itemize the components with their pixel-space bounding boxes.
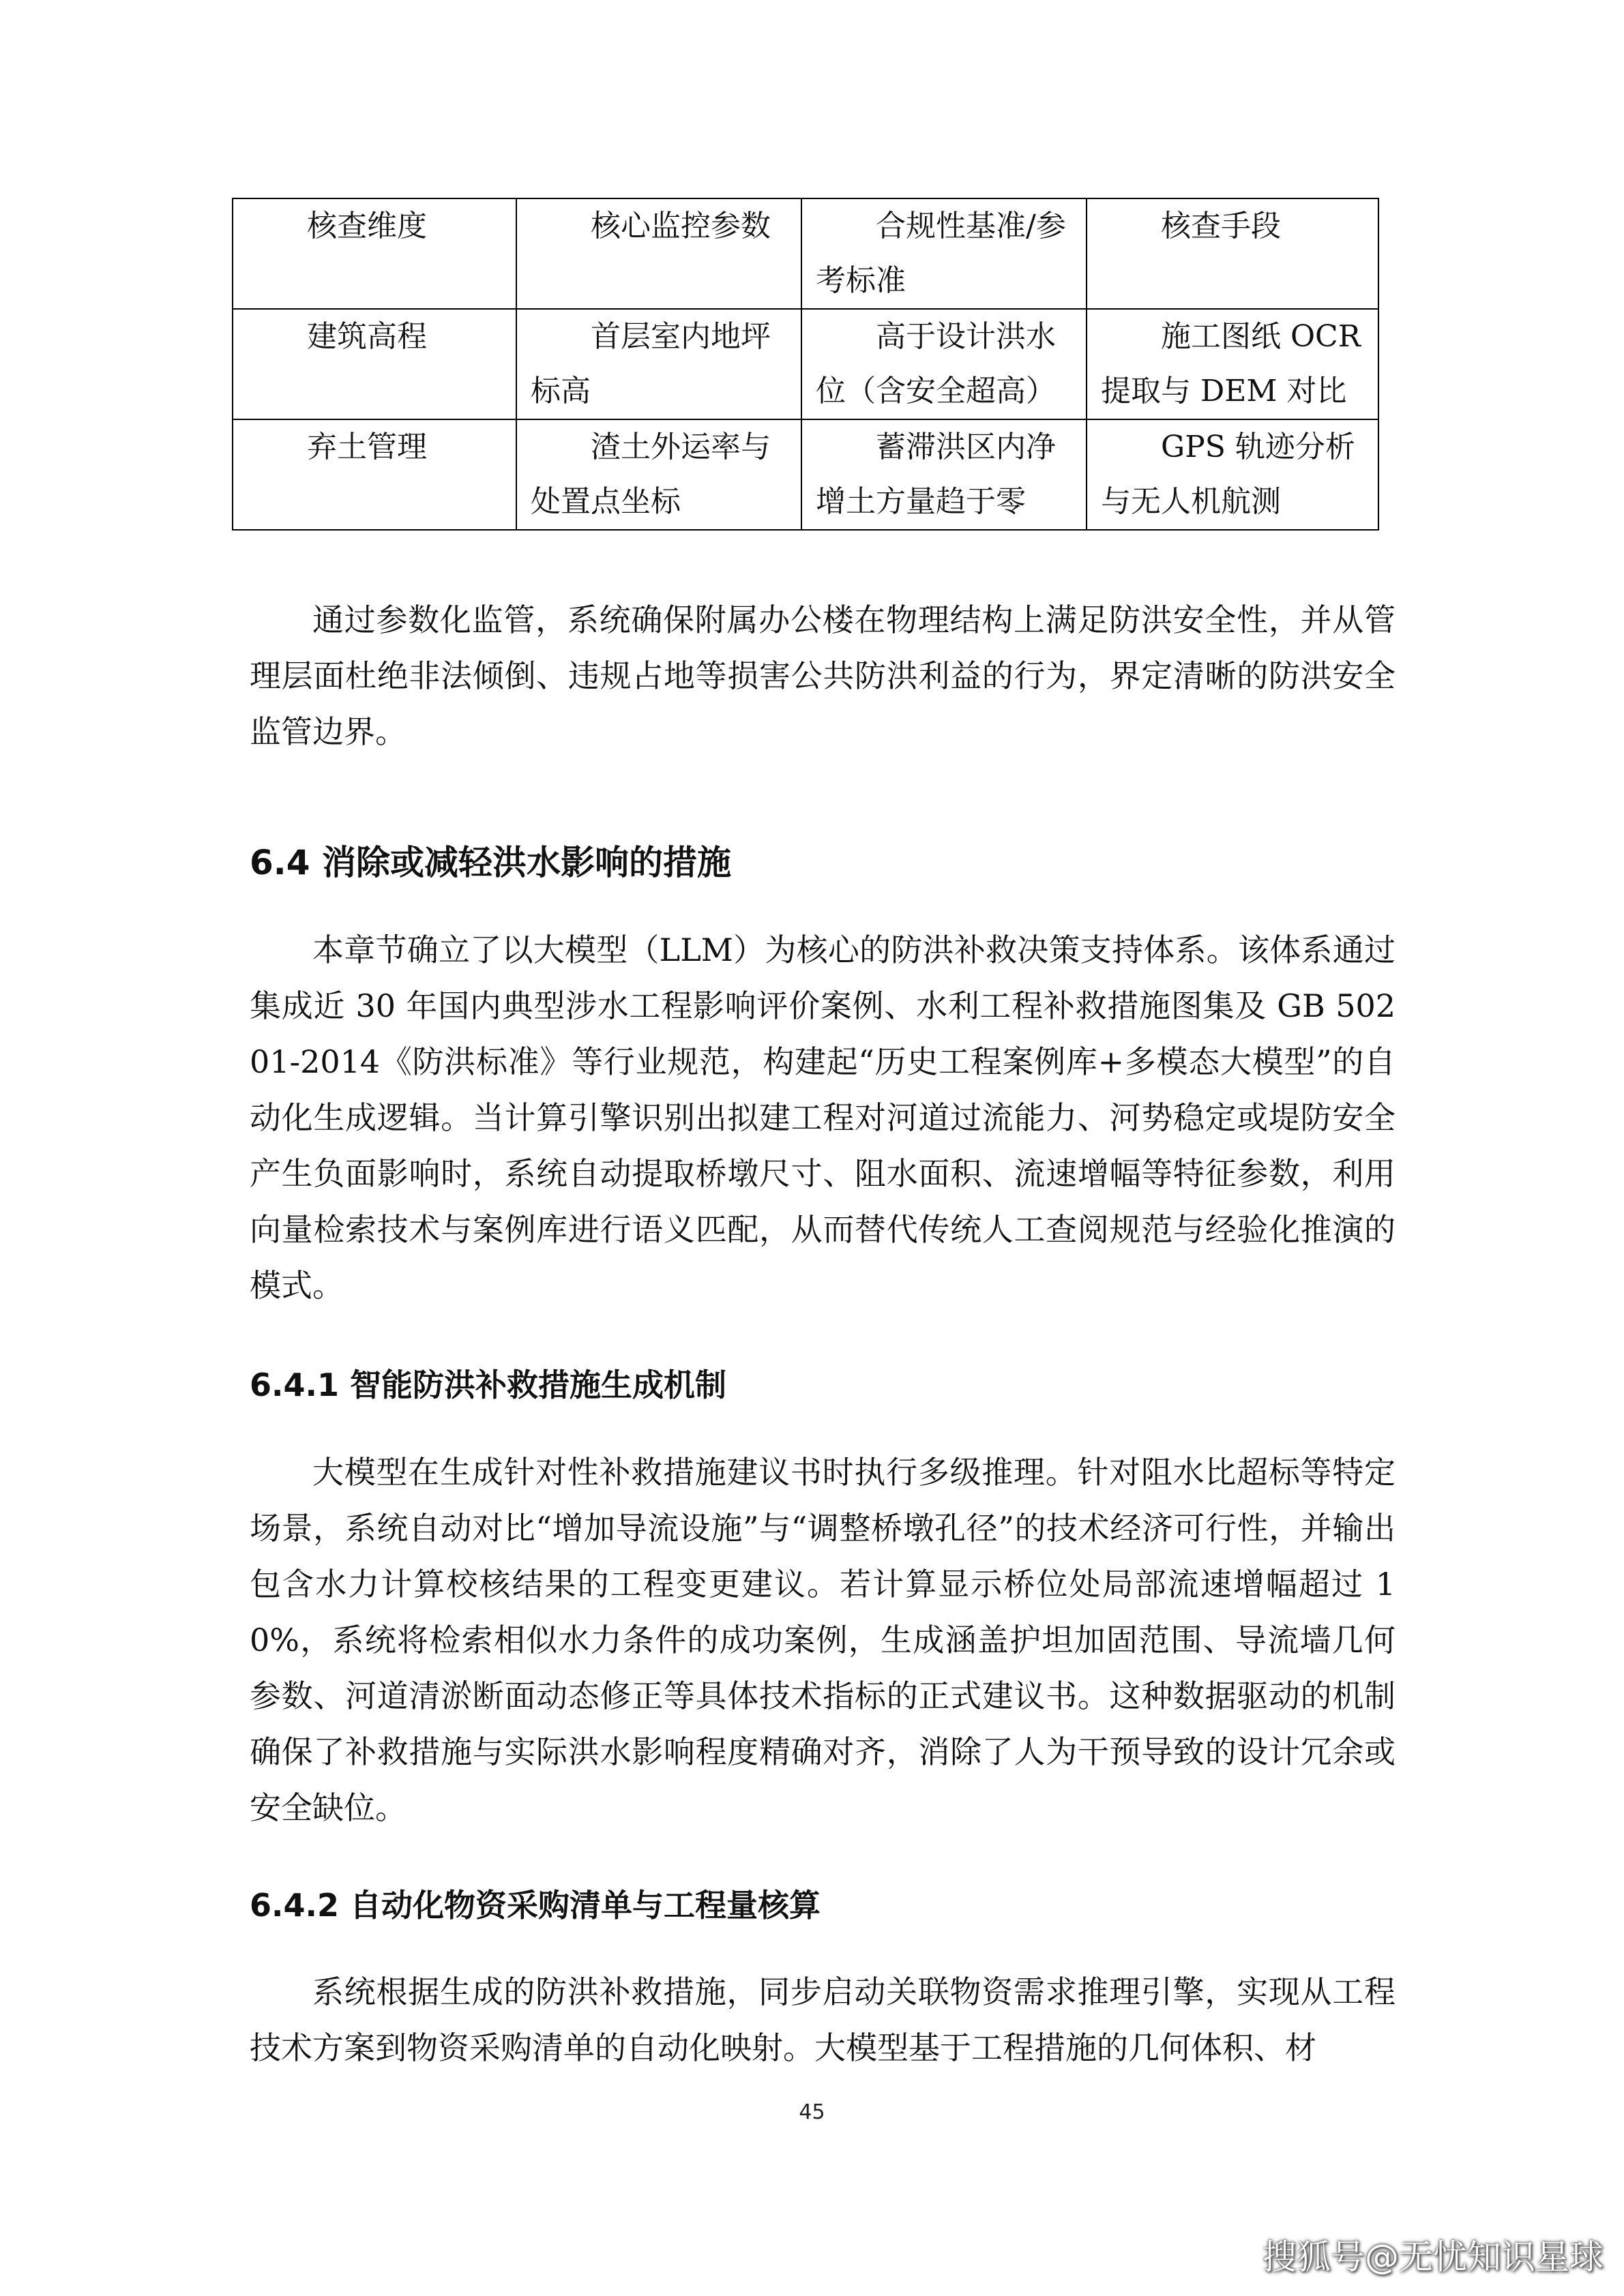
table-row [233,309,1378,419]
page-number: 45 [799,2100,825,2124]
compliance-table [232,198,1379,531]
table-cell: 施工图纸 OCR 提取与 DEM 对比 [1087,309,1378,419]
paragraph-section-6-4-2: 系统根据生成的防洪补救措施，同步启动关联物资需求推理引擎，实现从工程技术方案到物资采购清单的自动化映射。大模型基于工程措施的几何体积、材 [250,1973,1396,2066]
table-row [233,419,1378,530]
table-header-cell: 合规性基准/参考标准 [801,198,1087,309]
table-header-row [233,198,1378,309]
table-cell: 渣土外运率与处置点坐标 [516,419,801,530]
table-cell: 建筑高程 [233,309,516,419]
table-cell: 高于设计洪水位（含安全超高） [801,309,1087,419]
table-cell: GPS 轨迹分析与无人机航测 [1087,419,1378,530]
table-cell: 蓄滞洪区内净增土方量趋于零 [801,419,1087,530]
table-cell: 弃土管理 [233,419,516,530]
section-heading-6-4-2: 6.4.2 自动化物资采购清单与工程量核算 [250,1887,821,1924]
paragraph-section-6-4-1: 大模型在生成针对性补救措施建议书时执行多级推理。针对阻水比超标等特定场景，系统自动对比“增加导流设施”与“调整桥墩孔径”的技术经济可行性，并输出包含水力计算校核结果的工程变更建议。若计算显示桥位处局部流速增幅超过 10%，系统将检索相似水力条件的成功案例，生成涵盖护坦加固范围、导流墙几何参数、河道清淤断面动态修正等具体技术指标的正式建议书。这种数据驱动的机制确保了补救措施与实际洪水影响程度精确对齐，消除了人为干预导致的设计冗余或安全缺位。 [250,1454,1396,1826]
paragraph-section-6-4: 本章节确立了以大模型（LLM）为核心的防洪补救决策支持体系。该体系通过集成近 30 年国内典型涉水工程影响评价案例、水利工程补救措施图集及 GB 50201-2014《防洪标准》等行业规范，构建起“历史工程案例库+多模态大模型”的自动化生成逻辑。当计算引擎识别出拟建工程对河道过流能力、河势稳定或堤防安全产生负面影响时，系统自动提取桥墩尺寸、阻水面积、流速增幅等特征参数，利用向量检索技术与案例库进行语义匹配，从而替代传统人工查阅规范与经验化推演的模式。 [250,931,1396,1304]
table-cell: 首层室内地坪标高 [516,309,801,419]
section-heading-6-4-1: 6.4.1 智能防洪补救措施生成机制 [250,1367,726,1403]
section-heading-6-4: 6.4 消除或减轻洪水影响的措施 [250,843,731,882]
paragraph-supervision-summary: 通过参数化监管，系统确保附属办公楼在物理结构上满足防洪安全性，并从管理层面杜绝非法倾倒、违规占地等损害公共防洪利益的行为，界定清晰的防洪安全监管边界。 [250,601,1396,750]
table-header-cell: 核查维度 [233,198,516,309]
table-header-cell: 核查手段 [1087,198,1378,309]
table-header-cell: 核心监控参数 [516,198,801,309]
watermark: 搜狐号@无忧知识星球 [1263,2237,1604,2277]
